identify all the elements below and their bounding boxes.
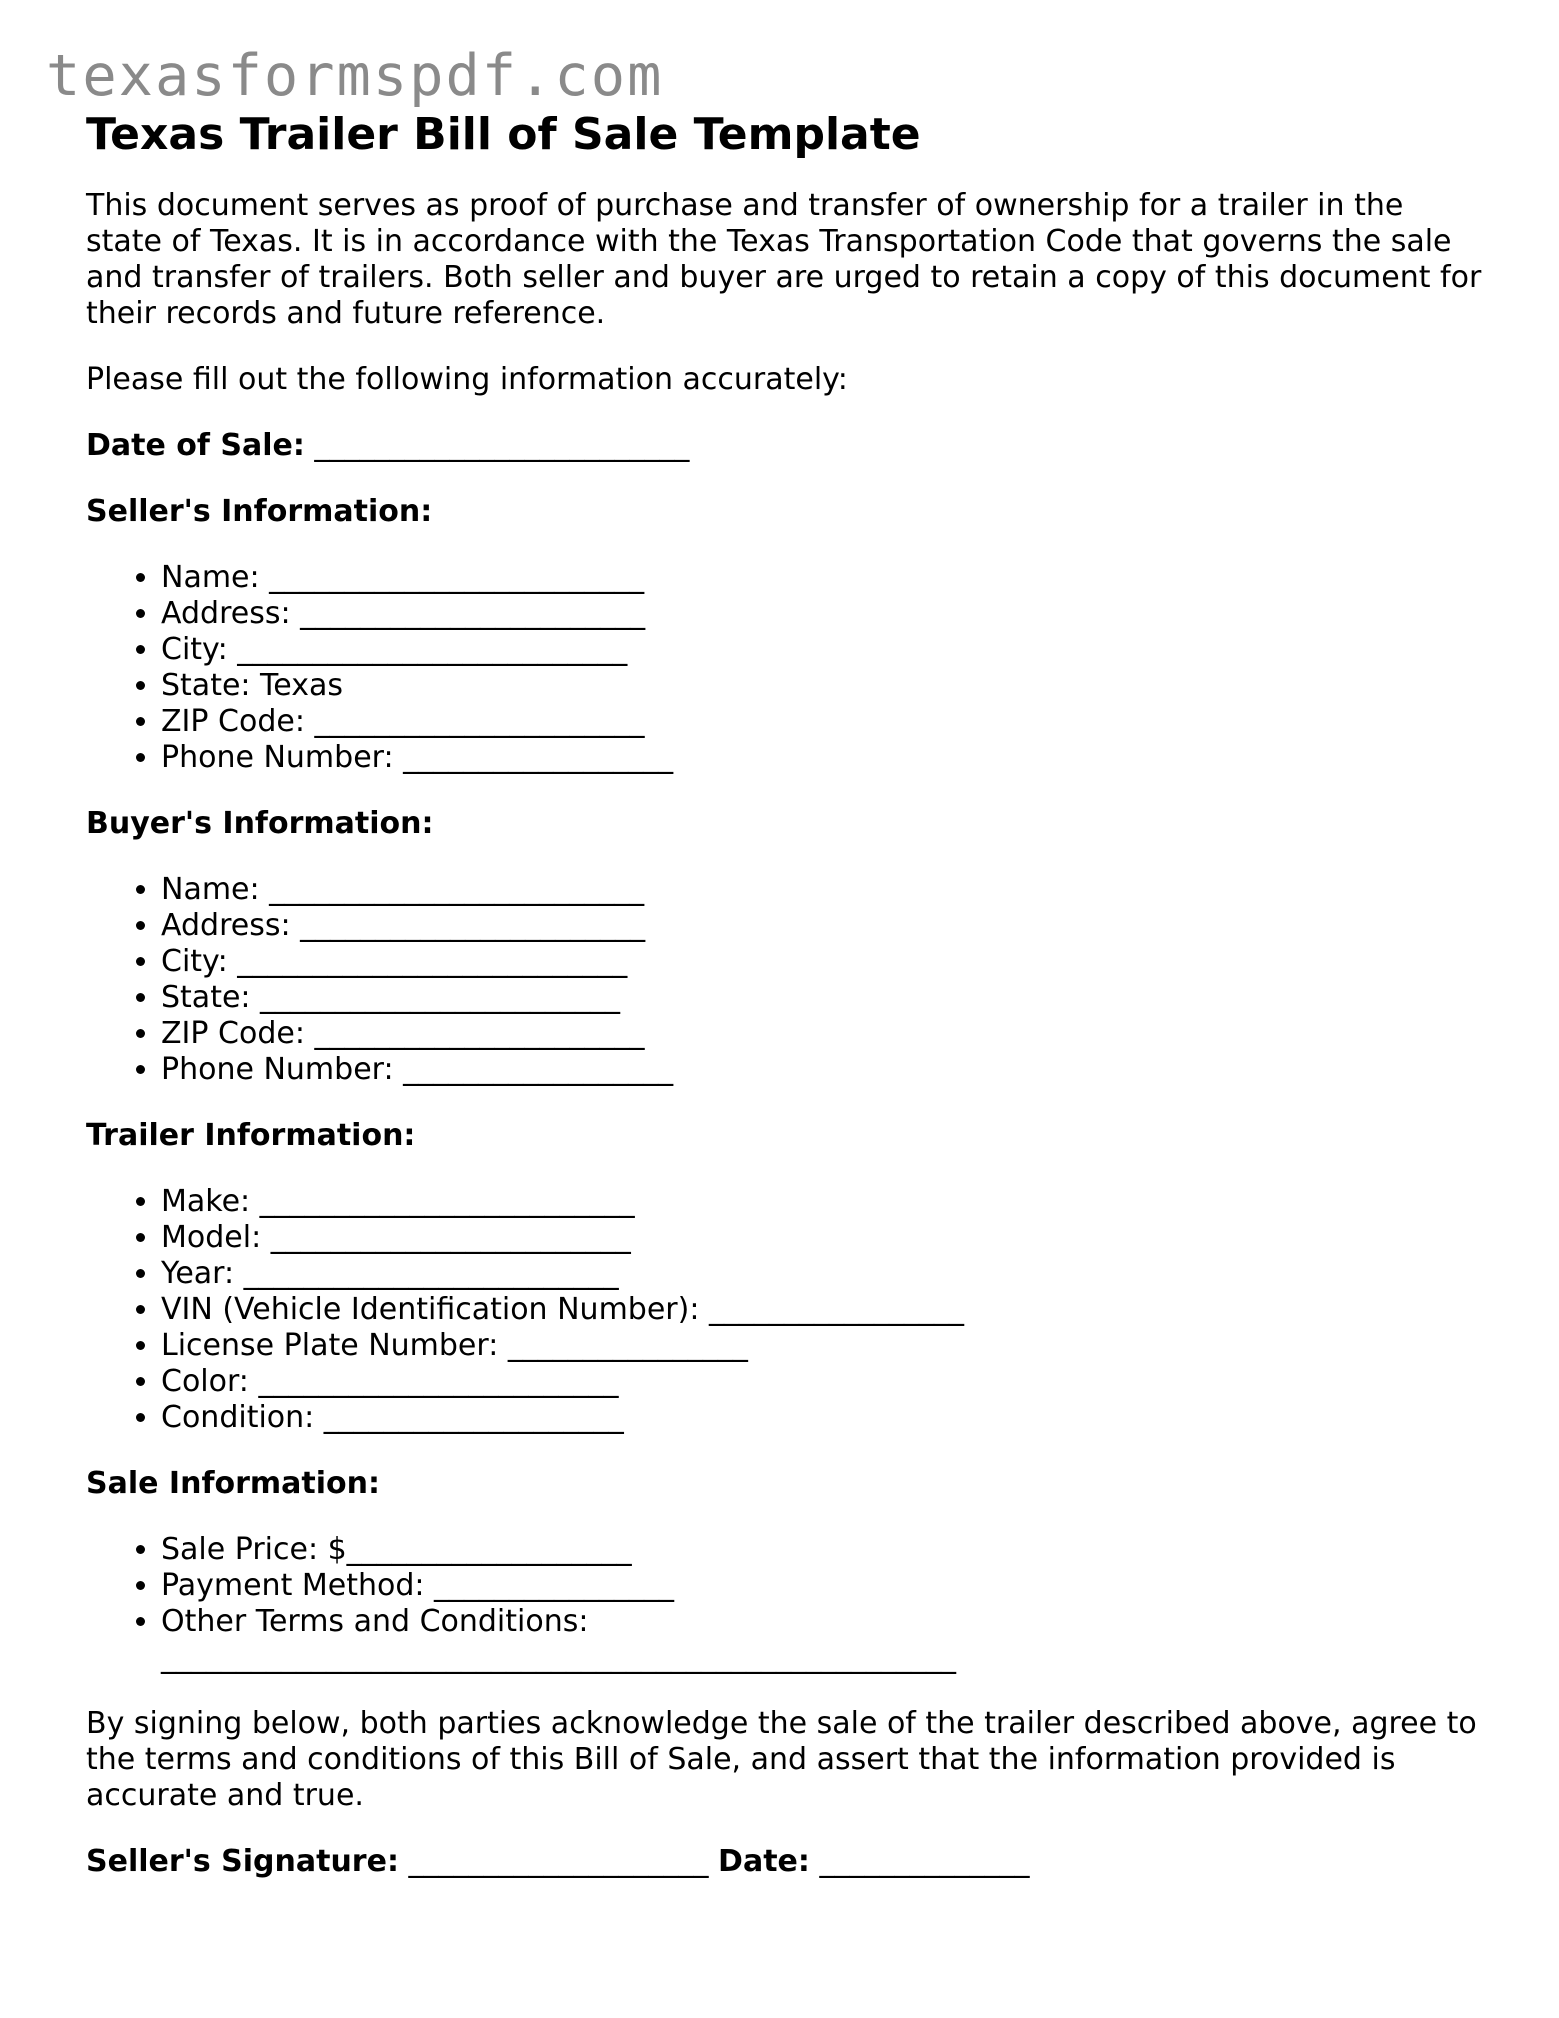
buyer-zip-field[interactable]: • ZIP Code: ______________________ <box>161 1016 1486 1052</box>
seller-signature-date-label: Date: <box>718 1844 810 1879</box>
seller-signature-blank[interactable]: ____________________ <box>408 1844 709 1879</box>
seller-signature-row <box>86 1844 1486 1880</box>
trailer-info-list <box>86 1184 1486 1436</box>
date-of-sale-field[interactable] <box>86 428 1486 464</box>
buyer-state-field[interactable]: • State: ________________________ <box>161 980 1486 1016</box>
date-of-sale-label: Date of Sale: <box>86 428 305 463</box>
watermark: texasformspdf.com <box>46 43 664 109</box>
buyer-info-list <box>86 872 1486 1088</box>
page-title: Texas Trailer Bill of Sale Template <box>86 109 921 160</box>
acknowledgement-paragraph: By signing below, both parties acknowledge the sale of the trailer described above, agree to the terms and conditions of this Bill of Sale, and assert that the information provided is accurate and true. <box>86 1706 1477 1813</box>
payment-method-field[interactable]: • Payment Method: ________________ <box>161 1568 1486 1604</box>
other-terms-label: Other Terms and Conditions: <box>161 1604 589 1639</box>
buyer-info-heading: Buyer's Information: <box>86 806 434 841</box>
buyer-city-field[interactable]: • City: __________________________ <box>161 944 1486 980</box>
intro-paragraph: This document serves as proof of purchase and transfer of ownership for a trailer in the state of Texas. It is in accordance with the Texas Transportation Code that governs the sale and transfer of trailers. Both seller and buyer are urged to retain a copy of this document for their records and future reference. <box>86 188 1482 331</box>
sale-info-heading: Sale Information: <box>86 1466 380 1501</box>
seller-info-heading: Seller's Information: <box>86 494 433 529</box>
trailer-make-field[interactable]: • Make: _________________________ <box>161 1184 1486 1220</box>
seller-state-field: • State: Texas <box>161 668 1486 704</box>
trailer-color-field[interactable]: • Color: ________________________ <box>161 1364 1486 1400</box>
trailer-model-field[interactable]: • Model: ________________________ <box>161 1220 1486 1256</box>
trailer-info-heading: Trailer Information: <box>86 1118 416 1153</box>
buyer-address-field[interactable]: • Address: _______________________ <box>161 908 1486 944</box>
seller-signature-label: Seller's Signature: <box>86 1844 399 1879</box>
seller-address-field[interactable]: • Address: _______________________ <box>161 596 1486 632</box>
trailer-license-plate-field[interactable]: • License Plate Number: ________________ <box>161 1328 1486 1364</box>
buyer-phone-field[interactable]: • Phone Number: __________________ <box>161 1052 1486 1088</box>
trailer-condition-field[interactable]: • Condition: ____________________ <box>161 1400 1486 1436</box>
date-of-sale-blank[interactable]: _________________________ <box>314 428 690 463</box>
seller-zip-field[interactable]: • ZIP Code: ______________________ <box>161 704 1486 740</box>
trailer-year-field[interactable]: • Year: _________________________ <box>161 1256 1486 1292</box>
sale-price-field[interactable]: • Sale Price: $___________________ <box>161 1532 1486 1568</box>
instruction-text: Please fill out the following information accurately: <box>86 362 848 397</box>
seller-name-field[interactable]: • Name: _________________________ <box>161 560 1486 596</box>
trailer-vin-field[interactable]: • VIN (Vehicle Identification Number): _________________ <box>161 1292 1486 1328</box>
sale-info-list <box>86 1532 1486 1676</box>
other-terms-blank[interactable]: _____________________________________________________ <box>161 1640 956 1675</box>
seller-info-list <box>86 560 1486 776</box>
seller-phone-field[interactable]: • Phone Number: __________________ <box>161 740 1486 776</box>
seller-signature-date-blank[interactable]: ______________ <box>819 1844 1030 1879</box>
buyer-name-field[interactable]: • Name: _________________________ <box>161 872 1486 908</box>
seller-city-field[interactable]: • City: __________________________ <box>161 632 1486 668</box>
document-body <box>86 108 1486 1910</box>
other-terms-field[interactable] <box>161 1604 1486 1676</box>
